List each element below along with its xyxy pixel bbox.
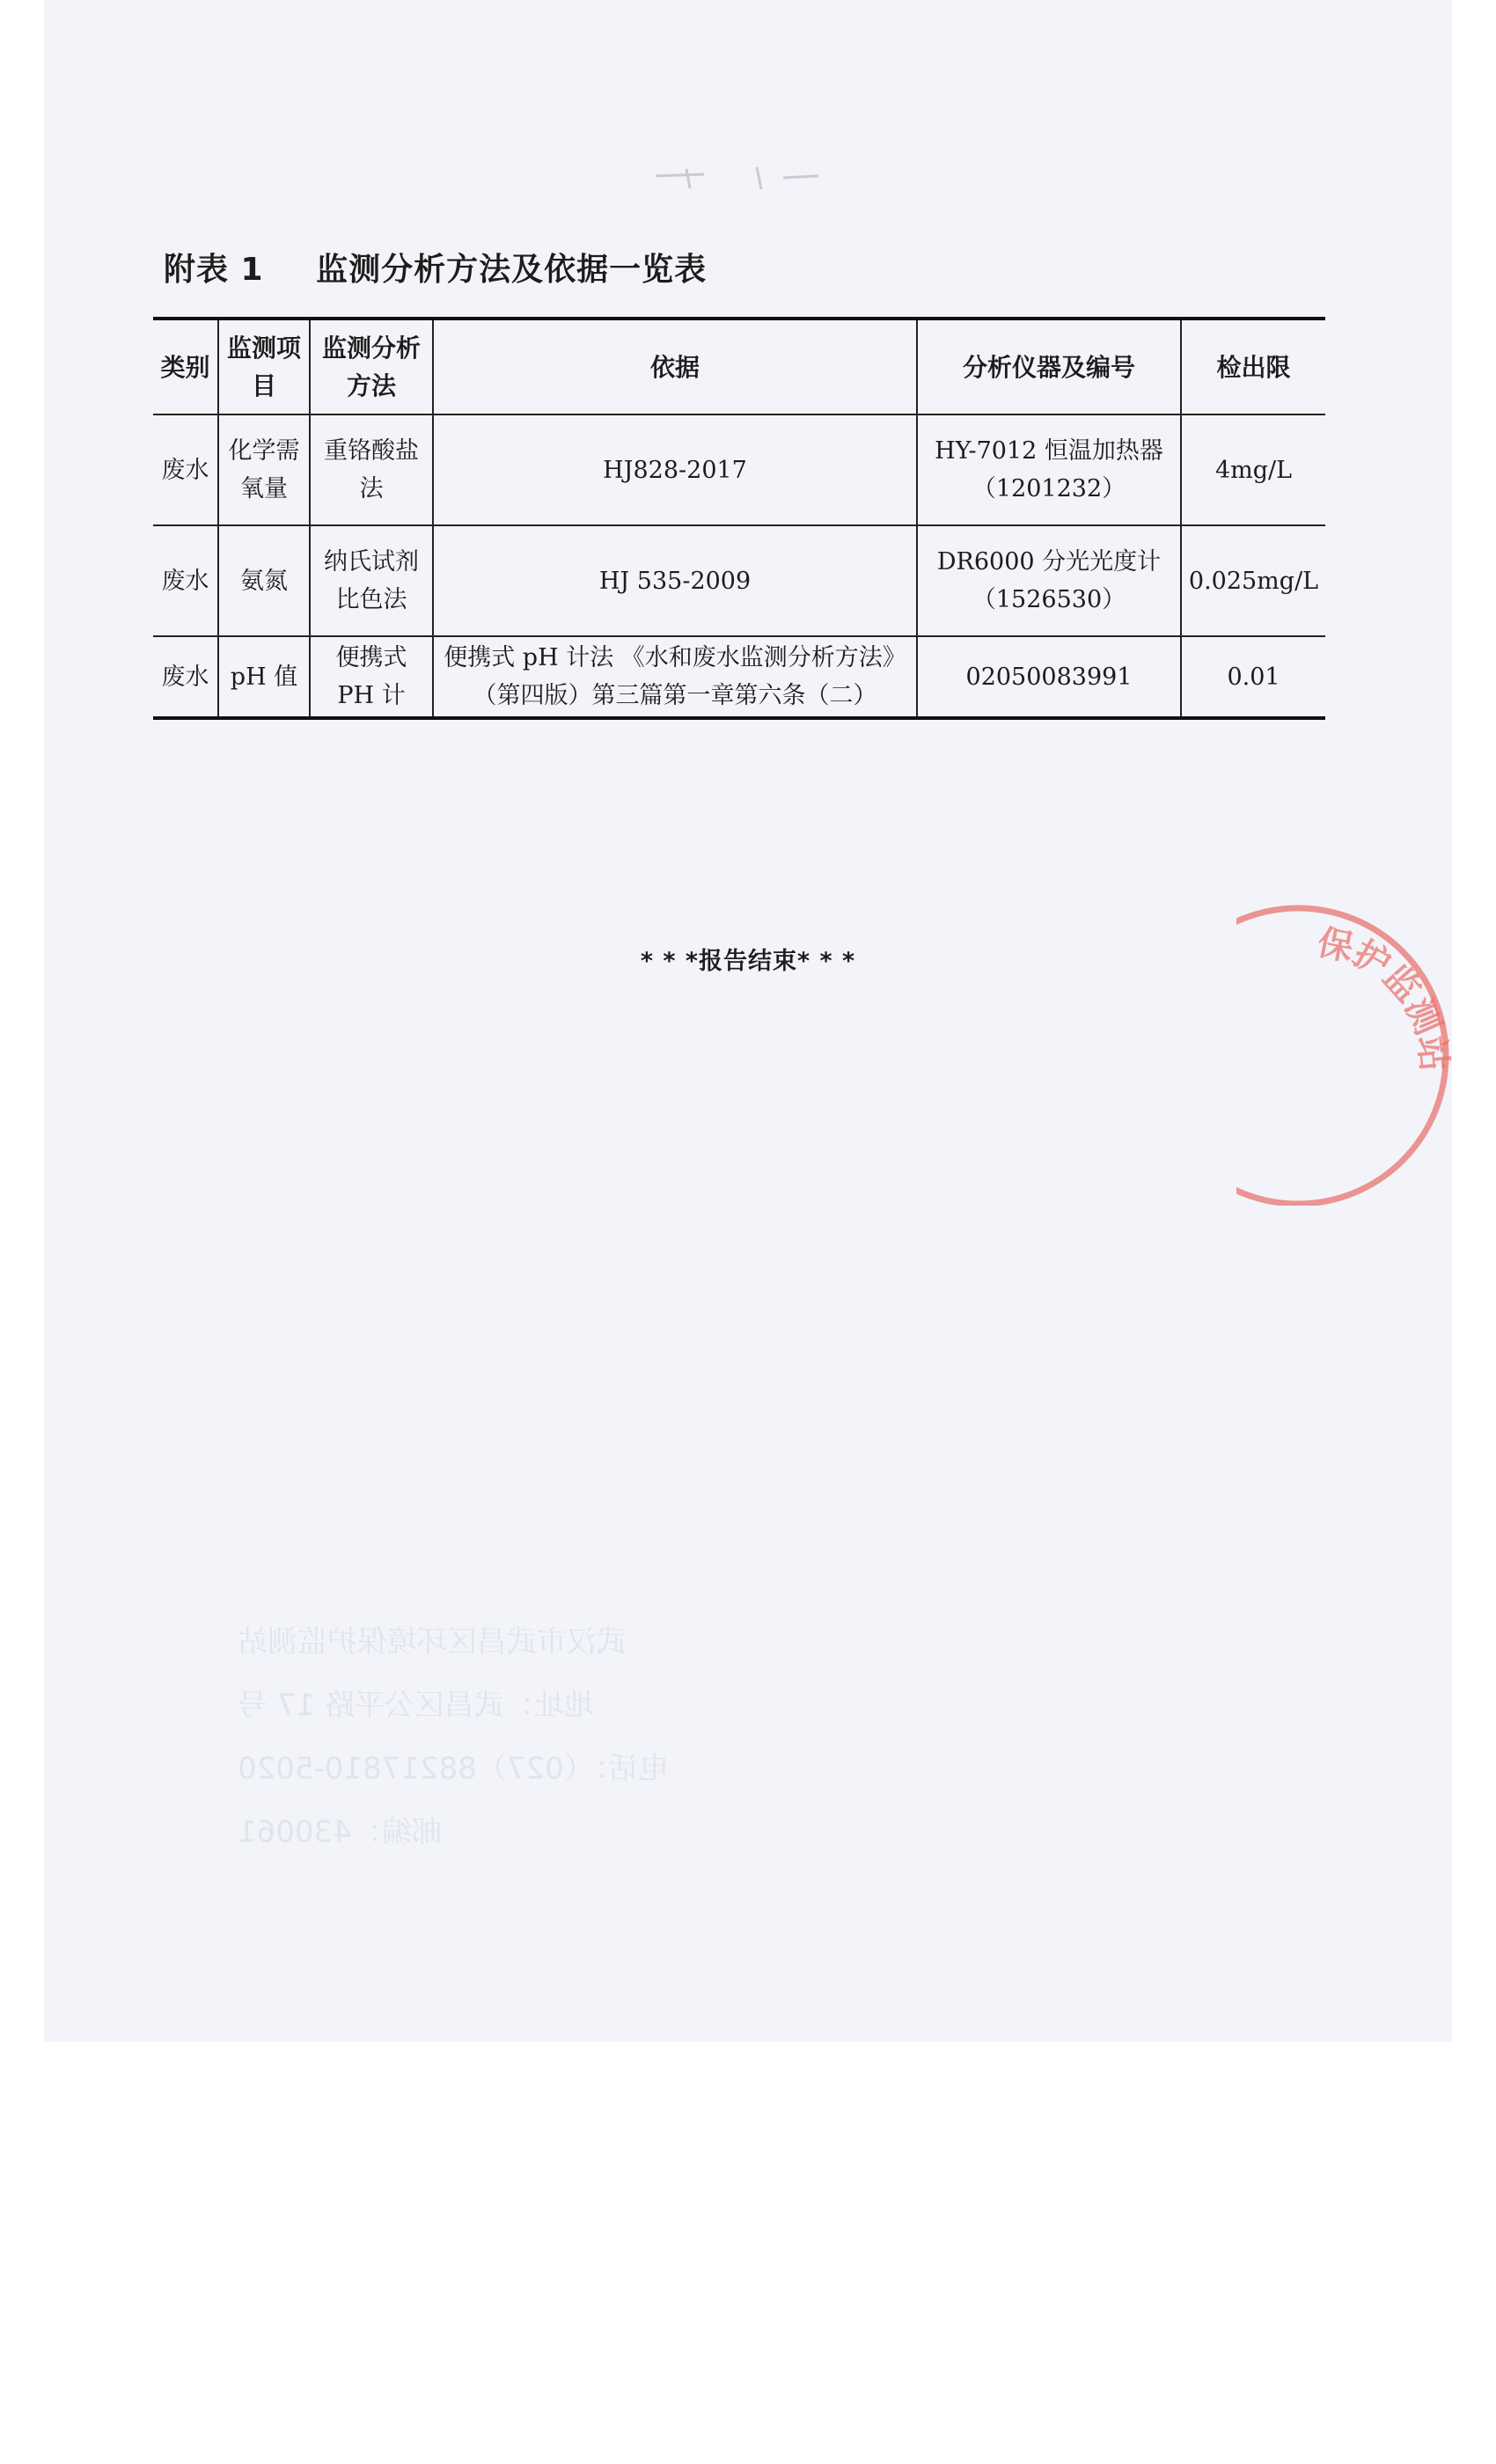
header-item: 监测项目 [218, 319, 310, 414]
instrument-id: （1526530） [972, 586, 1126, 613]
table-row [153, 525, 1325, 636]
cell-category: 废水 [153, 636, 218, 718]
header-instrument: 分析仪器及编号 [917, 319, 1181, 414]
cell-method: 重铬酸盐法 [310, 414, 433, 525]
show-through-line: 电话：（027）88217810-5020 [238, 1751, 669, 1786]
cell-instrument [917, 525, 1181, 636]
table-header-row [153, 319, 1325, 414]
instrument-name: 02050083991 [965, 663, 1133, 691]
instrument-name: HY-7012 恒温加热器 [935, 437, 1163, 465]
instrument-name: DR6000 分光光度计 [936, 548, 1162, 576]
cell-item: 氨氮 [218, 525, 310, 636]
page-title [164, 245, 707, 290]
cell-limit: 0.025mg/L [1181, 525, 1325, 636]
cell-item: pH 值 [218, 636, 310, 718]
official-seal-stamp [1236, 889, 1496, 1206]
show-through-line: 地址：武昌区公平路 17 号 [238, 1688, 594, 1723]
cell-basis: 便携式 pH 计法 《水和废水监测分析方法》（第四版）第三篇第一章第六条（二） [433, 636, 917, 718]
method-table [153, 317, 1325, 720]
instrument-id: （1201232） [972, 475, 1126, 502]
appendix-label: 附表 1 [164, 252, 264, 288]
cell-basis: HJ828-2017 [433, 414, 917, 525]
cell-category: 废水 [153, 525, 218, 636]
cell-limit: 0.01 [1181, 636, 1325, 718]
scan-artifact-mark [651, 150, 827, 202]
svg-text:保护监测站 [1314, 922, 1454, 1073]
cell-item: 化学需氧量 [218, 414, 310, 525]
header-category: 类别 [153, 319, 218, 414]
cell-category: 废水 [153, 414, 218, 525]
show-through-line: 邮编：430061 [238, 1815, 442, 1850]
show-through-line: 武汉市武昌区环境保护监测站 [238, 1624, 627, 1660]
header-method: 监测分析方法 [310, 319, 433, 414]
cell-method: 便携式 PH 计 [310, 636, 433, 718]
report-end-marker: * * *报告结束* * * [640, 948, 856, 975]
cell-method: 纳氏试剂比色法 [310, 525, 433, 636]
seal-text: 保护监测站 [1314, 922, 1455, 1074]
appendix-title: 监测分析方法及依据一览表 [316, 252, 708, 288]
table-row [153, 414, 1325, 525]
cell-instrument [917, 636, 1181, 718]
cell-basis: HJ 535-2009 [433, 525, 917, 636]
header-basis: 依据 [433, 319, 917, 414]
cell-instrument [917, 414, 1181, 525]
table-row [153, 636, 1325, 718]
cell-limit: 4mg/L [1181, 414, 1325, 525]
header-limit: 检出限 [1181, 319, 1325, 414]
show-through-address-block [238, 1610, 695, 1864]
